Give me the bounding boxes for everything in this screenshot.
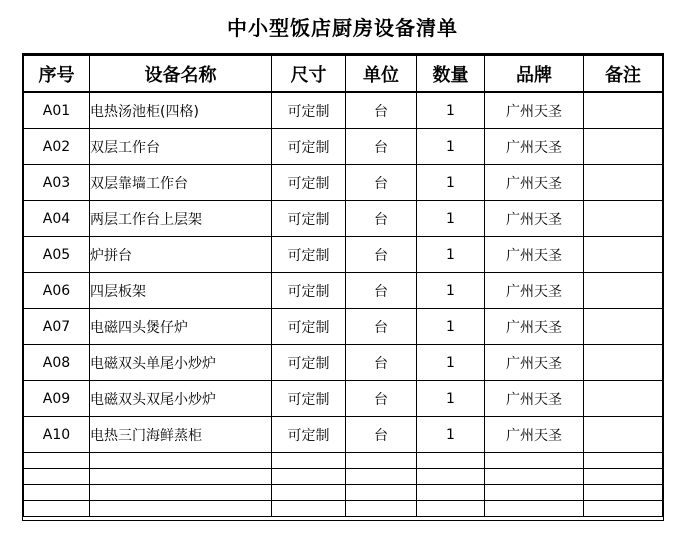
header-note: 备注 — [584, 55, 663, 92]
cell-name: 电磁双头双尾小炒炉 — [90, 381, 272, 417]
table-row — [24, 92, 663, 129]
empty-table-row — [24, 453, 663, 469]
empty-table-row — [24, 469, 663, 485]
cell-no: A01 — [24, 92, 90, 129]
cell-note — [584, 309, 663, 345]
empty-cell — [584, 485, 663, 501]
cell-brand: 广州天圣 — [485, 165, 584, 201]
cell-brand: 广州天圣 — [485, 92, 584, 129]
cell-size: 可定制 — [272, 381, 346, 417]
cell-note — [584, 201, 663, 237]
cell-no: A09 — [24, 381, 90, 417]
empty-table-row — [24, 485, 663, 501]
cell-note — [584, 129, 663, 165]
cell-name: 双层工作台 — [90, 129, 272, 165]
cell-note — [584, 381, 663, 417]
empty-cell — [90, 453, 272, 469]
cell-unit: 台 — [346, 129, 417, 165]
empty-cell — [584, 501, 663, 517]
table-body — [24, 92, 663, 517]
empty-cell — [485, 469, 584, 485]
empty-cell — [417, 501, 485, 517]
table-row — [24, 417, 663, 453]
table-row — [24, 309, 663, 345]
empty-cell — [417, 469, 485, 485]
empty-cell — [485, 453, 584, 469]
cell-size: 可定制 — [272, 417, 346, 453]
cell-size: 可定制 — [272, 309, 346, 345]
cell-name: 电热汤池柜(四格) — [90, 92, 272, 129]
cell-brand: 广州天圣 — [485, 129, 584, 165]
empty-cell — [272, 453, 346, 469]
cell-size: 可定制 — [272, 237, 346, 273]
empty-cell — [272, 501, 346, 517]
cell-unit: 台 — [346, 417, 417, 453]
cell-unit: 台 — [346, 309, 417, 345]
cell-qty: 1 — [417, 345, 485, 381]
cell-name: 四层板架 — [90, 273, 272, 309]
cell-brand: 广州天圣 — [485, 273, 584, 309]
cell-note — [584, 237, 663, 273]
empty-cell — [90, 485, 272, 501]
cell-unit: 台 — [346, 92, 417, 129]
cell-brand: 广州天圣 — [485, 417, 584, 453]
cell-brand: 广州天圣 — [485, 381, 584, 417]
cell-name: 双层靠墙工作台 — [90, 165, 272, 201]
header-name: 设备名称 — [90, 55, 272, 92]
cell-size: 可定制 — [272, 92, 346, 129]
cell-unit: 台 — [346, 273, 417, 309]
cell-unit: 台 — [346, 201, 417, 237]
cell-qty: 1 — [417, 417, 485, 453]
empty-cell — [272, 469, 346, 485]
empty-cell — [24, 485, 90, 501]
cell-no: A07 — [24, 309, 90, 345]
table-row — [24, 237, 663, 273]
header-brand: 品牌 — [485, 55, 584, 92]
table-row — [24, 165, 663, 201]
empty-cell — [90, 501, 272, 517]
cell-name: 电磁双头单尾小炒炉 — [90, 345, 272, 381]
cell-unit: 台 — [346, 345, 417, 381]
cell-qty: 1 — [417, 273, 485, 309]
header-unit: 单位 — [346, 55, 417, 92]
empty-cell — [346, 501, 417, 517]
empty-cell — [272, 485, 346, 501]
empty-cell — [346, 485, 417, 501]
cell-qty: 1 — [417, 92, 485, 129]
empty-cell — [485, 485, 584, 501]
cell-unit: 台 — [346, 237, 417, 273]
cell-no: A04 — [24, 201, 90, 237]
cell-note — [584, 165, 663, 201]
empty-cell — [346, 469, 417, 485]
cell-size: 可定制 — [272, 129, 346, 165]
cell-no: A08 — [24, 345, 90, 381]
page-title: 中小型饭店厨房设备清单 — [227, 16, 458, 40]
header-no: 序号 — [24, 55, 90, 92]
cell-note — [584, 345, 663, 381]
cell-brand: 广州天圣 — [485, 309, 584, 345]
empty-cell — [485, 501, 584, 517]
cell-no: A03 — [24, 165, 90, 201]
cell-qty: 1 — [417, 165, 485, 201]
cell-qty: 1 — [417, 309, 485, 345]
cell-qty: 1 — [417, 237, 485, 273]
empty-cell — [584, 469, 663, 485]
cell-no: A02 — [24, 129, 90, 165]
empty-cell — [346, 453, 417, 469]
empty-cell — [24, 453, 90, 469]
cell-size: 可定制 — [272, 165, 346, 201]
empty-cell — [417, 453, 485, 469]
empty-cell — [90, 469, 272, 485]
cell-no: A06 — [24, 273, 90, 309]
table-header-row — [24, 55, 663, 92]
table-row — [24, 273, 663, 309]
empty-cell — [417, 485, 485, 501]
table-row — [24, 345, 663, 381]
cell-no: A10 — [24, 417, 90, 453]
header-qty: 数量 — [417, 55, 485, 92]
cell-note — [584, 273, 663, 309]
cell-qty: 1 — [417, 381, 485, 417]
cell-name: 电磁四头煲仔炉 — [90, 309, 272, 345]
cell-note — [584, 92, 663, 129]
empty-cell — [584, 453, 663, 469]
table-row — [24, 129, 663, 165]
cell-qty: 1 — [417, 201, 485, 237]
cell-brand: 广州天圣 — [485, 345, 584, 381]
cell-name: 炉拼台 — [90, 237, 272, 273]
cell-qty: 1 — [417, 129, 485, 165]
empty-table-row — [24, 501, 663, 517]
cell-note — [584, 417, 663, 453]
cell-size: 可定制 — [272, 273, 346, 309]
table-row — [24, 381, 663, 417]
empty-cell — [24, 469, 90, 485]
cell-name: 电热三门海鲜蒸柜 — [90, 417, 272, 453]
cell-unit: 台 — [346, 165, 417, 201]
empty-cell — [24, 501, 90, 517]
table-row — [24, 201, 663, 237]
cell-unit: 台 — [346, 381, 417, 417]
cell-no: A05 — [24, 237, 90, 273]
cell-size: 可定制 — [272, 201, 346, 237]
cell-brand: 广州天圣 — [485, 237, 584, 273]
equipment-table — [23, 54, 663, 517]
header-size: 尺寸 — [272, 55, 346, 92]
cell-name: 两层工作台上层架 — [90, 201, 272, 237]
cell-brand: 广州天圣 — [485, 201, 584, 237]
cell-size: 可定制 — [272, 345, 346, 381]
